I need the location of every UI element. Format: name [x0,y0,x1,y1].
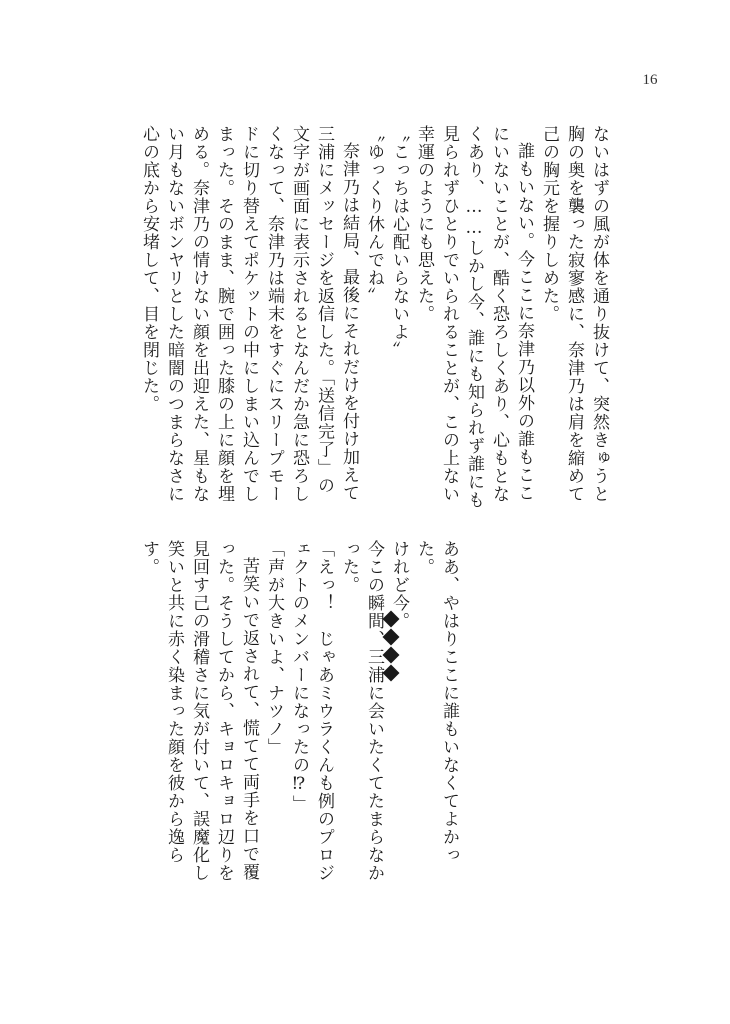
quoted-line: 〝ゆっくり休んでね〟 [364,125,384,305]
quoted-line: 〝こっちは心配いらないよ〟 [389,125,409,359]
dialogue-line: 「えっ！ じゃあミウラくんも例のプロジェクトのメンバーになったの⁉」 [289,540,334,882]
paragraph: 苦笑いで返されて、慌てて両手を口で覆った。そうしてから、キョロキョロ辺りを見回す己の滑稽さに気が付いて、誤魔化し笑いと共に赤く染まった顔を彼から逸らす。 [139,540,259,882]
dialogue-line: 「声が大きいよ、ナツノ」 [264,540,284,756]
lower-text-block [136,540,461,890]
upper-text-block [136,125,611,510]
paragraph: 奈津乃は結局、最後にそれだけを付け加えて三浦にメッセージを返信した。「送信完了」の文字が画面に表示されるとなんだか急に恐ろしくなって、奈津乃は端末をすぐにスリープモードに切り替えてポケットの中にしまい込んでしまった。そのまま、腕で囲った膝の上に顔を埋める。奈津乃の情けない顔を出迎えた、星もない月もないボンヤリとした暗闇のつまらなさに心の底から安堵して、目を閉じた。 [139,125,359,503]
paragraph: けれど今。 [389,540,409,630]
paragraph: 今この瞬間、三浦に会いたくてたまらなかった。 [339,540,384,882]
page-number: 16 [642,72,658,88]
paragraph: ああ、やはりここに誰もいなくてよかった。 [414,540,459,864]
paragraph: 誰もいない。今ここに奈津乃以外の誰もここにいないことが、酷く恐ろしくあり、心もとなくあり、……しかし今、誰にも知られず誰にも見られずひとりでいられることが、この上ない幸運のようにも思えた。 [414,125,534,509]
paragraph: ないはずの風が体を通り抜けて、突然きゅうと胸の奥を襲った寂寥感に、奈津乃は肩を縮めて己の胸元を握りしめた。 [539,125,609,503]
